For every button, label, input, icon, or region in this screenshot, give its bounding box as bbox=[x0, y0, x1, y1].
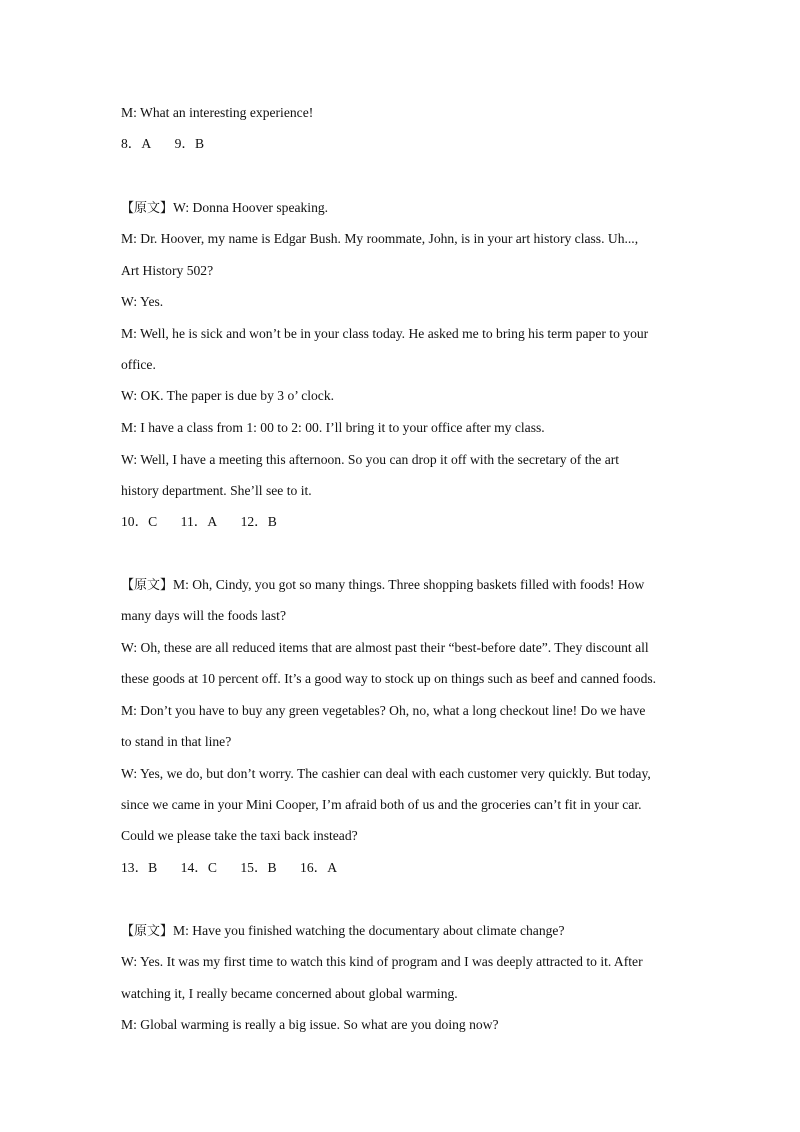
dialogue-line: history department. She’ll see to it. bbox=[121, 483, 312, 498]
answer-item: 12．B bbox=[240, 514, 277, 529]
dialogue-line: M: What an interesting experience! bbox=[121, 105, 314, 120]
dialogue-text: M: Oh, Cindy, you got so many things. Three shopping baskets filled with foods! How bbox=[173, 577, 645, 592]
answer-item: 10．C bbox=[121, 514, 158, 529]
dialogue-line: W: OK. The paper is due by 3 o’ clock. bbox=[121, 388, 335, 403]
dialogue-line: M: Dr. Hoover, my name is Edgar Bush. My roommate, John, is in your art history class. Uh..., bbox=[121, 231, 639, 246]
dialogue-line: since we came in your Mini Cooper, I’m afraid both of us and the groceries can’t fit in your car. bbox=[121, 797, 642, 812]
dialogue-line: W: Yes. bbox=[121, 294, 164, 309]
open-bracket: 【 bbox=[121, 924, 135, 939]
dialogue-line: watching it, I really became concerned about global warming. bbox=[121, 986, 458, 1001]
answer-row bbox=[121, 135, 224, 153]
dialogue-line: many days will the foods last? bbox=[121, 608, 286, 623]
open-bracket: 【 bbox=[121, 201, 135, 216]
answer-item: 16．A bbox=[300, 860, 338, 875]
answer-item: 15．B bbox=[240, 860, 277, 875]
transcript-heading-line bbox=[121, 576, 644, 595]
answer-item: 14．C bbox=[180, 860, 217, 875]
dialogue-line: to stand in that line? bbox=[121, 734, 232, 749]
dialogue-line: W: Yes. It was my first time to watch this kind of program and I was deeply attracted to it. After bbox=[121, 954, 643, 969]
dialogue-line: W: Well, I have a meeting this afternoon. So you can drop it off with the secretary of the art bbox=[121, 452, 620, 467]
answer-item: 8．A bbox=[121, 136, 152, 151]
answer-row bbox=[121, 859, 357, 877]
close-bracket: 】 bbox=[160, 578, 174, 593]
dialogue-text: M: Have you finished watching the documentary about climate change? bbox=[173, 923, 565, 938]
dialogue-line: office. bbox=[121, 357, 156, 372]
transcript-label: 原文 bbox=[134, 201, 161, 216]
dialogue-line: W: Yes, we do, but don’t worry. The cashier can deal with each customer very quickly. But today, bbox=[121, 766, 651, 781]
close-bracket: 】 bbox=[160, 201, 174, 216]
transcript-label: 原文 bbox=[134, 924, 161, 939]
answer-item: 13．B bbox=[121, 860, 158, 875]
transcript-heading-line bbox=[121, 922, 565, 941]
answer-item: 9．B bbox=[174, 136, 205, 151]
dialogue-line: M: Well, he is sick and won’t be in your class today. He asked me to bring his term paper to your bbox=[121, 326, 649, 341]
dialogue-line: Art History 502? bbox=[121, 263, 214, 278]
transcript-heading-line bbox=[121, 199, 328, 218]
open-bracket: 【 bbox=[121, 578, 135, 593]
dialogue-line: M: Global warming is really a big issue. So what are you doing now? bbox=[121, 1017, 499, 1032]
answer-row bbox=[121, 513, 297, 531]
dialogue-line: M: I have a class from 1: 00 to 2: 00. I’ll bring it to your office after my class. bbox=[121, 420, 545, 435]
close-bracket: 】 bbox=[160, 924, 174, 939]
dialogue-line: M: Don’t you have to buy any green vegetables? Oh, no, what a long checkout line! Do we have bbox=[121, 703, 646, 718]
transcript-label: 原文 bbox=[134, 578, 161, 593]
dialogue-line: Could we please take the taxi back instead? bbox=[121, 828, 358, 843]
dialogue-text: W: Donna Hoover speaking. bbox=[173, 200, 329, 215]
dialogue-line: these goods at 10 percent off. It’s a good way to stock up on things such as beef and canned foods. bbox=[121, 671, 657, 686]
answer-item: 11．A bbox=[180, 514, 218, 529]
dialogue-line: W: Oh, these are all reduced items that are almost past their “best-before date”. They discount all bbox=[121, 640, 649, 655]
